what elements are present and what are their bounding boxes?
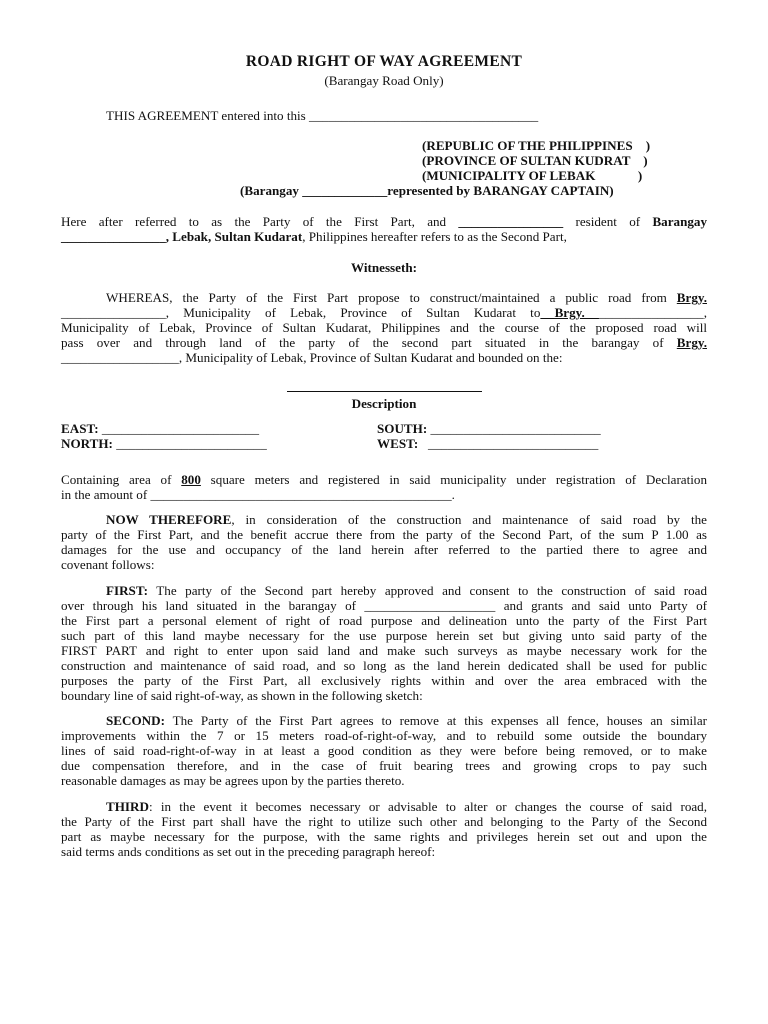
whereas-text-5: pass over and through land of the party of the second part situated in the barangay of	[61, 335, 677, 350]
fp-blank-1: ________________	[458, 214, 564, 229]
south-blank: __________________________	[427, 421, 601, 436]
whereas-text-6: __________________, Municipality of Lebak, Province of Sultan Kudarat and bounded on the:	[61, 350, 563, 365]
nt-text-2: party of the First Part, and the benefit accrue there from the party of the Second Part, of the sum P 1.00 as	[61, 527, 707, 542]
first-lead: FIRST:	[106, 583, 148, 598]
party-republic	[422, 138, 650, 153]
whereas-text-1: WHEREAS, the Party of the First Part propose to construct/maintained a public road from	[106, 290, 677, 305]
third-text-1: : in the event it becomes necessary or advisable to alter or changes the course of said road,	[148, 799, 707, 814]
fp-text-1: Here after referred to as the Party of the First Part, and	[61, 214, 459, 229]
fp-location: ________________, Lebak, Sultan Kudarat	[61, 229, 303, 244]
east-label: EAST:	[61, 421, 99, 436]
east-blank: ________________________	[98, 421, 259, 436]
first-text-2: over through his land situated in the barangay of ____________________ and grants and said unto Party of	[61, 598, 707, 613]
containing-text-1: Containing area of	[61, 472, 182, 487]
description-line	[287, 391, 482, 392]
party-republic-text: (REPUBLIC OF THE PHILIPPINES )	[422, 138, 651, 153]
containing-text-3: in the amount of ______________________________________________.	[61, 487, 455, 502]
document-subtitle: (Barangay Road Only)	[324, 73, 444, 88]
whereas-brgy-1: Brgy.	[676, 290, 707, 305]
whereas-paragraph	[61, 290, 707, 365]
second-text-3: lines of said road-right-of-way in at least a good condition as they were before being removed, or to make	[61, 743, 707, 758]
west-blank: __________________________	[418, 436, 599, 451]
first-text-7: purposes the party of the First Part, all exclusively rights within and over the area embraced with the	[61, 673, 707, 688]
whereas-brgy-3: Brgy.	[676, 335, 707, 350]
whereas-brgy-2: Brgy.	[540, 305, 599, 320]
whereas-text-4: Municipality of Lebak, Province of Sultan Kudarat, Philippines and the course of the proposed road will	[61, 320, 707, 335]
fp-text-2: resident of	[563, 214, 653, 229]
party-barangay: (Barangay _____________represented by BARANGAY CAPTAIN)	[240, 183, 614, 198]
second-text-4: due compensation therefore, and in the case of fruit bearing trees and growing crops to pay such	[61, 758, 707, 773]
document-title: ROAD RIGHT OF WAY AGREEMENT	[245, 53, 523, 70]
second-text-5: reasonable damages as may be agrees upon by the parties thereto.	[61, 773, 405, 788]
party-municipality	[422, 168, 642, 183]
witnesseth-heading: Witnesseth:	[351, 260, 417, 275]
boundary-west	[377, 436, 598, 451]
second-text-2: improvements within the 7 or 15 meters road-of-right-of-way, and to rebuild some outside the boundary	[61, 728, 707, 743]
nt-text-3: damages for the use and occupancy of the land herein after referred to the partied there to agree and	[61, 542, 707, 557]
first-text-5: FIRST PART and right to enter upon said land and make such surveys as maybe necessary work for the	[61, 643, 707, 658]
third-text-3: part as maybe necessary for the purpose, with the same rights and privileges herein set out and upon the	[61, 829, 707, 844]
third-lead: THIRD	[106, 799, 149, 814]
north-label: NORTH:	[61, 436, 113, 451]
fp-text-3: , Philippines hereafter refers to as the Second Part,	[302, 229, 567, 244]
second-lead: SECOND:	[106, 713, 165, 728]
first-text-8: boundary line of said right-of-way, as shown in the following sketch:	[61, 688, 423, 703]
first-clause	[61, 583, 707, 703]
party-province	[422, 153, 648, 168]
boundary-north	[61, 436, 267, 451]
north-blank: _______________________	[112, 436, 267, 451]
first-text-4: such part of this land maybe necessary for the use purpose herein set but giving unto said party of the	[61, 628, 707, 643]
first-text-6: construction and maintenance of said road, and so long as the land herein dedicated shall be used for public	[61, 658, 707, 673]
second-clause	[61, 713, 707, 788]
area-value: 800	[181, 472, 201, 487]
whereas-text-2: ________________, Municipality of Lebak, Province of Sultan Kudarat to	[61, 305, 541, 320]
party-municipality-text: (MUNICIPALITY OF LEBAK )	[422, 168, 643, 183]
now-therefore-lead: NOW THEREFORE	[106, 512, 232, 527]
third-text-2: the Party of the First part shall have the right to utilize such other and belonging to the Party of the Second	[61, 814, 707, 829]
boundary-south	[377, 421, 601, 436]
party-province-text: (PROVINCE OF SULTAN KUDRAT )	[422, 153, 648, 168]
first-part-paragraph	[61, 214, 707, 244]
third-clause	[61, 799, 707, 859]
containing-text-2: square meters and registered in said municipality under registration of Declaration	[200, 472, 707, 487]
agreement-intro: THIS AGREEMENT entered into this ___________________________________	[106, 108, 539, 123]
nt-text-4: covenant follows:	[61, 557, 155, 572]
description-heading: Description	[351, 396, 417, 411]
third-text-4: said terms ands conditions as set out in the preceding paragraph hereof:	[61, 844, 436, 859]
boundary-east	[61, 421, 259, 436]
south-label: SOUTH:	[377, 421, 428, 436]
west-label: WEST:	[377, 436, 419, 451]
now-therefore-paragraph	[61, 512, 707, 572]
nt-text-1: , in consideration of the construction and maintenance of said road by the	[231, 512, 707, 527]
whereas-text-3: ________________,	[598, 305, 707, 320]
second-text-1: The Party of the First Part agrees to remove at this expenses all fence, houses an similar	[164, 713, 707, 728]
first-text-3: the First part a personal element of right of road purpose and delineation unto the party of the First Part	[61, 613, 707, 628]
containing-paragraph	[61, 472, 707, 502]
first-text-1: The party of the Second part hereby approved and consent to the construction of said road	[147, 583, 707, 598]
fp-barangay: Barangay	[652, 214, 707, 229]
